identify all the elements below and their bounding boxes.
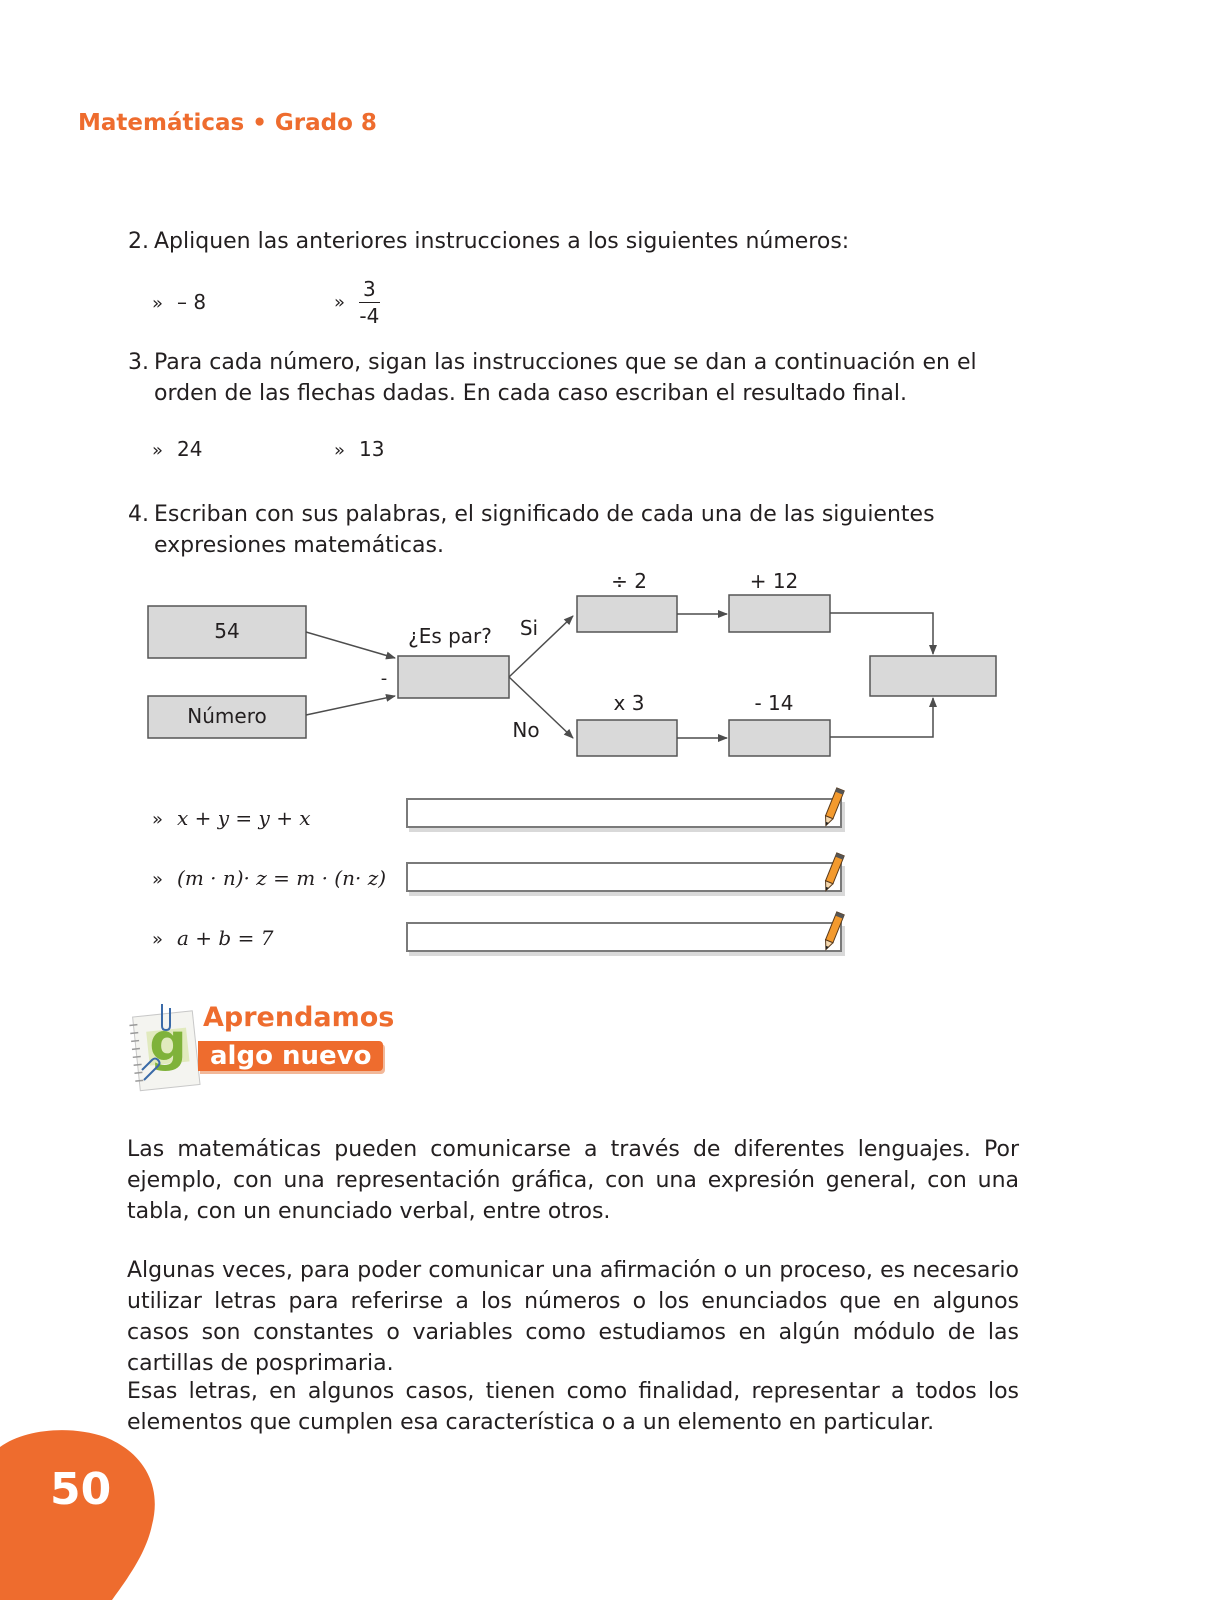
arrow-minus-to-result (830, 698, 933, 737)
arrow-numero-to-decision (306, 696, 395, 715)
op-divide-box (577, 596, 677, 632)
arrow-plus-to-result (830, 613, 933, 654)
question-4 (128, 499, 1028, 561)
bullet-marker: » (152, 809, 164, 830)
pencil-icon (818, 909, 848, 955)
arrow-54-to-decision (306, 632, 395, 658)
decision-box (398, 656, 509, 698)
logo-letter: g (149, 1013, 187, 1073)
question-text: Apliquen las anteriores instrucciones a los siguientes números: (154, 229, 850, 254)
bullet-marker: » (152, 293, 164, 314)
header-grade: Grado 8 (274, 110, 377, 136)
question-number: 3. (128, 350, 149, 375)
q2-item-2 (334, 278, 380, 327)
no-label: No (512, 718, 540, 742)
expression-text: x + y = y + x (177, 806, 311, 830)
answer-box-3[interactable] (406, 922, 842, 952)
fraction (359, 278, 380, 327)
result-box (870, 656, 996, 696)
notebook-logo (124, 1000, 204, 1096)
expression-text: (m · n)· z = m · (n· z) (177, 866, 387, 890)
banner-subtitle: algo nuevo (198, 1041, 383, 1071)
question-number: 4. (128, 502, 149, 527)
question-text: Para cada número, sigan las instrucciones que se dan a continuación en el orden de las flechas dadas. En cada caso escriban el resultado final. (154, 350, 977, 406)
fraction-denominator: -4 (359, 304, 380, 328)
input-label-numero: Número (187, 704, 267, 728)
page-number: 50 (50, 1464, 112, 1515)
flow-diagram (0, 560, 1206, 790)
pencil-icon (818, 785, 848, 831)
question-2 (128, 226, 1028, 257)
pencil-icon (818, 850, 848, 896)
input-label-54: 54 (214, 619, 240, 643)
question-number: 2. (128, 229, 149, 254)
header-separator: • (252, 110, 267, 136)
q2-item-1 (152, 290, 206, 314)
q3-item-2 (334, 437, 384, 461)
expression-1 (152, 806, 311, 830)
answer-box-2[interactable] (406, 862, 842, 892)
expression-text: a + b = 7 (177, 926, 274, 950)
paragraph-2: Algunas veces, para poder comunicar una afirmación o un proceso, es necesario utilizar letras para referirse a los números o los enunciados que en algunos casos son constantes o variables como estudiamos en algún módulo de las cartillas de posprimaria. (127, 1258, 1019, 1376)
page-header (78, 110, 377, 136)
bullet-marker: » (152, 440, 164, 461)
op-divide-label: ÷ 2 (611, 569, 647, 593)
op-plus-label: + 12 (749, 569, 799, 593)
expression-3 (152, 926, 273, 950)
op-times-box (577, 720, 677, 756)
banner-title: Aprendamos (203, 1002, 395, 1033)
header-subject: Matemáticas (78, 110, 245, 136)
bullet-marker: » (334, 292, 346, 313)
expression-2 (152, 866, 386, 890)
bullet-marker: » (334, 440, 346, 461)
item-value: 13 (359, 437, 385, 461)
yes-label: Si (519, 616, 539, 640)
op-minus-label: - 14 (754, 691, 794, 715)
dash-label: - (380, 668, 388, 689)
q3-item-1 (152, 437, 202, 461)
item-value: – 8 (177, 290, 207, 314)
answer-box-1[interactable] (406, 798, 842, 828)
op-plus-box (729, 595, 830, 632)
bullet-marker: » (152, 929, 164, 950)
item-value: 24 (177, 437, 203, 461)
fraction-numerator: 3 (359, 278, 380, 303)
question-3 (128, 347, 1028, 409)
arrow-yes-branch (509, 616, 573, 677)
op-minus-box (729, 720, 830, 756)
bullet-marker: » (152, 869, 164, 890)
paragraph-1: Las matemáticas pueden comunicarse a través de diferentes lenguajes. Por ejemplo, con una representación gráfica, con una expresión general, con una tabla, con un enunciado verbal, entre otros. (127, 1137, 1019, 1224)
question-text: Escriban con sus palabras, el significado de cada una de las siguientes expresiones matemáticas. (154, 502, 935, 558)
decision-label: ¿Es par? (408, 624, 492, 648)
op-times-label: x 3 (613, 691, 645, 715)
paragraph-3: Esas letras, en algunos casos, tienen como finalidad, representar a todos los elementos que cumplen esa característica o a un elemento en particular. (127, 1379, 1019, 1435)
